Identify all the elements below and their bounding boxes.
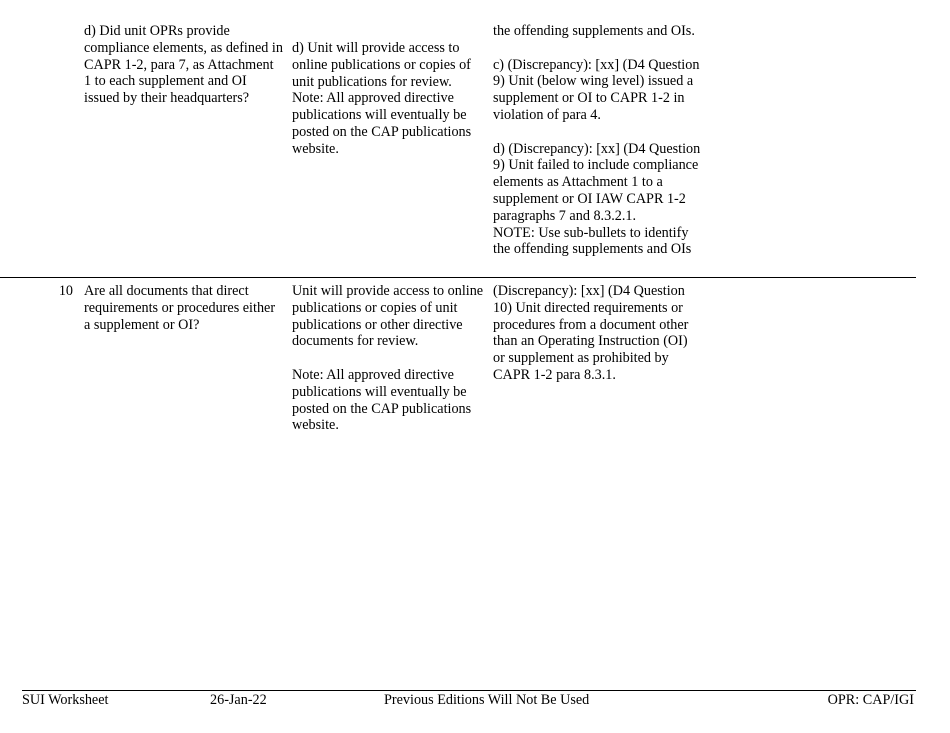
row-2-number: 10 [58, 283, 73, 299]
footer-opr: OPR: CAP/IGI [827, 692, 914, 708]
row-2-question: Are all documents that direct requirements or procedures either a supplement or OI? [84, 283, 276, 333]
footer-form-name: SUI Worksheet [22, 692, 109, 708]
row-1-question: d) Did unit OPRs provide compliance elements, as defined in CAPR 1-2, para 7, as Attachment 1 to each supplement and OI issued by their headquarters? [84, 23, 283, 107]
row-1-guidance: d) Unit will provide access to online publications or copies of unit publications for review. Note: All approved directive publications will eventually be posted on the CAP publications website. [292, 40, 472, 157]
footer-date: 26-Jan-22 [210, 692, 267, 708]
footer-notice: Previous Editions Will Not Be Used [384, 692, 590, 708]
row-1-discrepancies: the offending supplements and OIs. c) (Discrepancy): [xx] (D4 Question 9) Unit (below wing level) issued a supplement or OI to CAPR 1-2 in violation of para 4. d) (Discrepancy): [xx] (D4 Question 9) Unit failed to include compliance elements as Attachment 1 to a supplement or OI IAW CAPR 1-2 paragraphs 7 and 8.3.2.1. NOTE: Use sub-bullets to identify the offending supplements and OIs [493, 23, 701, 258]
row-2-guidance: Unit will provide access to online publications or copies of unit publications or other directive documents for review. Note: All approved directive publications will eventually be posted on the CAP publications website. [292, 283, 484, 434]
row-2-discrepancies: (Discrepancy): [xx] (D4 Question 10) Unit directed requirements or procedures from a document other than an Operating Instruction (OI) or supplement as prohibited by CAPR 1-2 para 8.3.1. [493, 283, 689, 383]
row-divider [0, 277, 916, 278]
footer-rule [22, 690, 916, 691]
